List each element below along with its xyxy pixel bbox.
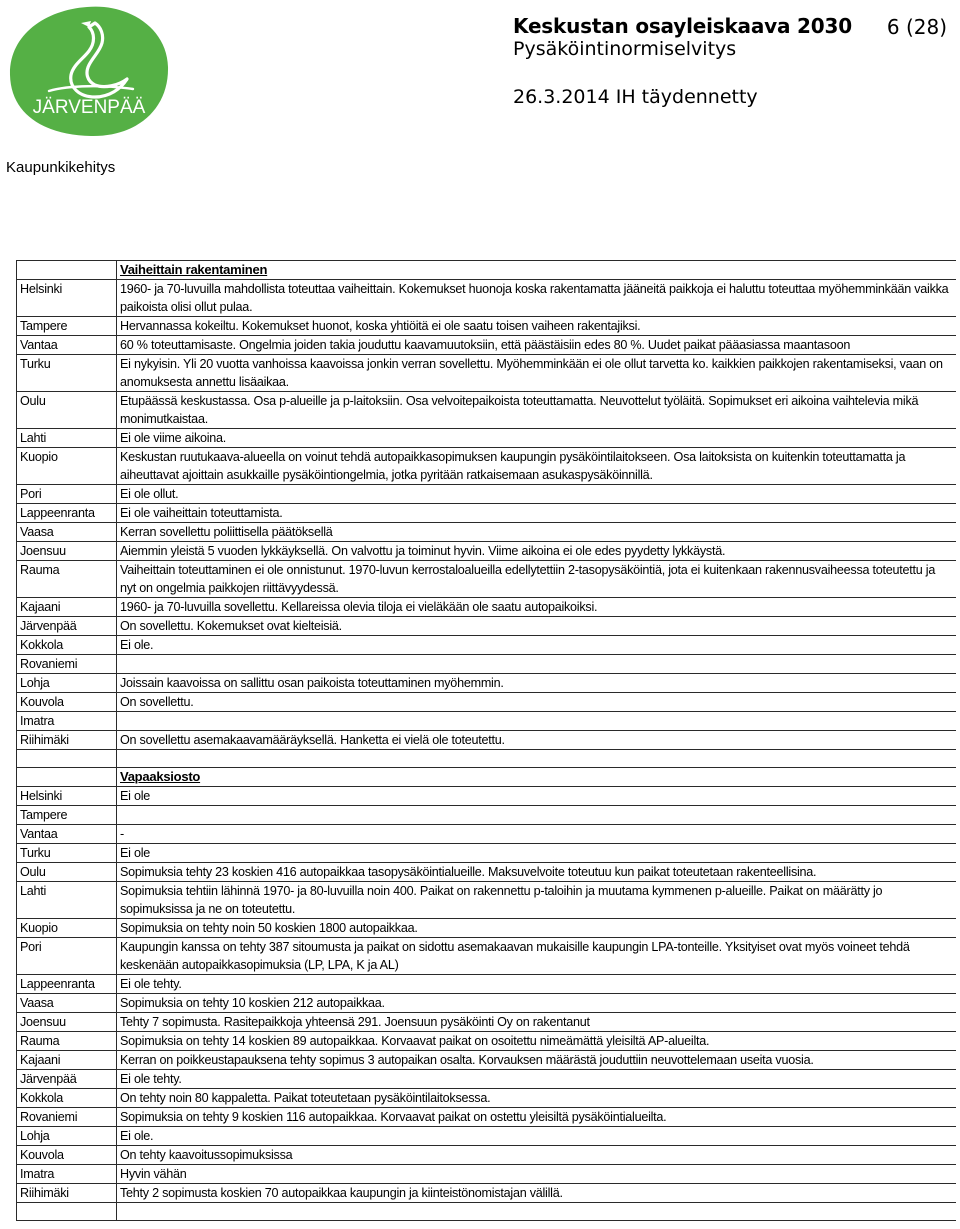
table-row [17, 598, 956, 617]
description-cell: 1960- ja 70-luvuilla mahdollista toteuttaa vaiheittain. Kokemukset huonoja koska rakentamatta jääneitä paikkoja ei haluttu toteuttaa myöhemminkään vaikka paikoista olisi ollut pulaa. [117, 280, 956, 317]
table-row [17, 825, 956, 844]
city-cell: Rovaniemi [17, 655, 117, 674]
city-cell: Helsinki [17, 280, 117, 317]
city-cell: Oulu [17, 863, 117, 882]
description-cell: Tehty 2 sopimusta koskien 70 autopaikkaa kaupungin ja kiinteistönomistajan välillä. [117, 1184, 956, 1203]
city-cell: Lappeenranta [17, 504, 117, 523]
table-row [17, 429, 956, 448]
document-title: Keskustan osayleiskaava 2030 [513, 14, 852, 38]
description-cell: On sovellettu. Kokemukset ovat kielteisiä. [117, 617, 956, 636]
empty-cell [17, 261, 117, 280]
table-row [17, 882, 956, 919]
description-cell: Hervannassa kokeiltu. Kokemukset huonot, koska yhtiöitä ei ole saatu toisen vaiheen rakentajiksi. [117, 317, 956, 336]
section-heading-row [17, 261, 956, 280]
section-heading-row [17, 768, 956, 787]
swan-logo-icon [9, 5, 169, 137]
city-cell: Vantaa [17, 825, 117, 844]
table-row [17, 636, 956, 655]
city-cell: Vaasa [17, 994, 117, 1013]
table-row [17, 1108, 956, 1127]
table-row [17, 1165, 956, 1184]
table-row [17, 1089, 956, 1108]
description-cell: 60 % toteuttamisaste. Ongelmia joiden takia jouduttu kaavamuutoksiin, että päästäisiin edes 80 %. Uudet paikat pääasiassa maantasoon [117, 336, 956, 355]
empty-cell [17, 1203, 117, 1221]
description-cell: Ei ole. [117, 636, 956, 655]
table-row [17, 448, 956, 485]
description-cell: On sovellettu asemakaavamääräyksellä. Hanketta ei vielä ole toteutettu. [117, 731, 956, 750]
city-cell: Riihimäki [17, 1184, 117, 1203]
description-cell: On tehty noin 80 kappaletta. Paikat toteutetaan pysäköintilaitoksessa. [117, 1089, 956, 1108]
description-cell: Sopimuksia on tehty 9 koskien 116 autopaikkaa. Korvaavat paikat on ostettu yleisiltä pysäköintialueilta. [117, 1108, 956, 1127]
table-row [17, 617, 956, 636]
description-cell: Aiemmin yleistä 5 vuoden lykkäyksellä. On valvottu ja toiminut hyvin. Viime aikoina ei ole edes pyydetty lykkäystä. [117, 542, 956, 561]
table-row [17, 1184, 956, 1203]
description-cell [117, 655, 956, 674]
table-row [17, 806, 956, 825]
description-cell: On tehty kaavoitussopimuksissa [117, 1146, 956, 1165]
table-row [17, 731, 956, 750]
description-cell: Ei ole. [117, 1127, 956, 1146]
description-cell: Ei ole [117, 787, 956, 806]
city-cell: Rauma [17, 561, 117, 598]
description-cell: 1960- ja 70-luvuilla sovellettu. Kellareissa olevia tiloja ei vieläkään ole saatu autopaikoiksi. [117, 598, 956, 617]
city-cell: Oulu [17, 392, 117, 429]
table-row [17, 712, 956, 731]
department-label: Kaupunkikehitys [6, 159, 116, 176]
description-cell: Ei ole vaiheittain toteuttamista. [117, 504, 956, 523]
city-cell: Lohja [17, 1127, 117, 1146]
city-cell: Kouvola [17, 1146, 117, 1165]
empty-cell [17, 768, 117, 787]
city-cell: Imatra [17, 1165, 117, 1184]
city-cell: Rovaniemi [17, 1108, 117, 1127]
spacer-row [17, 750, 956, 768]
description-cell: Ei ole [117, 844, 956, 863]
table-row [17, 1013, 956, 1032]
table-row [17, 523, 956, 542]
document-date: 26.3.2014 IH täydennetty [513, 86, 758, 108]
table-row [17, 280, 956, 317]
city-cell: Vaasa [17, 523, 117, 542]
description-cell: Sopimuksia on tehty noin 50 koskien 1800 autopaikkaa. [117, 919, 956, 938]
table-row [17, 1070, 956, 1089]
city-cell: Järvenpää [17, 1070, 117, 1089]
table-row [17, 994, 956, 1013]
city-cell: Kuopio [17, 448, 117, 485]
description-cell: Kaupungin kanssa on tehty 387 sitoumusta ja paikat on sidottu asemakaavan mukaisille kaupungin LPA-tonteille. Yksityiset ovat myös voineet tehdä keskenään autopaikkasopimuksia (LP, LPA, K ja AL) [117, 938, 956, 975]
description-cell [117, 712, 956, 731]
page-number: 6 (28) [886, 15, 947, 39]
city-cell: Rauma [17, 1032, 117, 1051]
city-cell: Imatra [17, 712, 117, 731]
table-row [17, 1127, 956, 1146]
table-row [17, 655, 956, 674]
table-row [17, 355, 956, 392]
table-row [17, 863, 956, 882]
description-cell: Sopimuksia tehtiin lähinnä 1970- ja 80-luvuilla noin 400. Paikat on rakennettu p-taloihin ja muutama kymmenen p-alueille. Paikat on määrätty jo sopimuksissa ja ne on toteutettu. [117, 882, 956, 919]
city-cell: Joensuu [17, 542, 117, 561]
city-cell: Tampere [17, 317, 117, 336]
city-cell: Järvenpää [17, 617, 117, 636]
description-cell: Vaiheittain toteuttaminen ei ole onnistunut. 1970-luvun kerrostaloalueilla edellytettiin 2-tasopysäköintiä, jota ei kuitenkaan rakennusvaiheessa toteutettu ja nyt on ongelmia paikkojen riittävyydessä. [117, 561, 956, 598]
city-cell: Turku [17, 844, 117, 863]
table-row [17, 938, 956, 975]
city-cell: Tampere [17, 806, 117, 825]
description-cell: - [117, 825, 956, 844]
table-row [17, 542, 956, 561]
jarvenpaa-logo [9, 5, 169, 137]
city-cell: Riihimäki [17, 731, 117, 750]
description-cell: Ei ole tehty. [117, 1070, 956, 1089]
table-row [17, 485, 956, 504]
city-cell: Kokkola [17, 1089, 117, 1108]
city-cell: Kajaani [17, 1051, 117, 1070]
logo-text: JÄRVENPÄÄ [32, 97, 146, 118]
table-row [17, 787, 956, 806]
description-cell: Keskustan ruutukaava-alueella on voinut tehdä autopaikkasopimuksen kaupungin pysäköintilaitokseen. Osa laitoksista on kuitenkin toteuttamatta ja aiheuttavat ajoittain asukkaille pysäköintiongelmia, jotka pyritään ratkaisemaan asukaspysäköinnillä. [117, 448, 956, 485]
section-heading: Vaiheittain rakentaminen [117, 261, 956, 280]
description-cell: Tehty 7 sopimusta. Rasitepaikkoja yhteensä 291. Joensuun pysäköinti Oy on rakentanut [117, 1013, 956, 1032]
description-cell: Sopimuksia on tehty 14 koskien 89 autopaikkaa. Korvaavat paikat on osoitettu nimeämättä yleisiltä AP-alueilta. [117, 1032, 956, 1051]
table-row [17, 975, 956, 994]
table-row [17, 674, 956, 693]
description-cell: Sopimuksia tehty 23 koskien 416 autopaikkaa tasopysäköintialueille. Maksuvelvoite toteutuu kun paikat toteutetaan rakenteellisina. [117, 863, 956, 882]
description-cell: Joissain kaavoissa on sallittu osan paikoista toteuttaminen myöhemmin. [117, 674, 956, 693]
city-cell: Joensuu [17, 1013, 117, 1032]
table-row [17, 1032, 956, 1051]
section-heading: Vapaaksiosto [117, 768, 956, 787]
city-cell: Kokkola [17, 636, 117, 655]
description-cell: Ei ole viime aikoina. [117, 429, 956, 448]
table-row [17, 504, 956, 523]
description-cell: Etupäässä keskustassa. Osa p-alueille ja p-laitoksiin. Osa velvoitepaikoista toteuttamatta. Neuvottelut työläitä. Sopimukset eri aikoina vaihtelevia mikä monimutkaistaa. [117, 392, 956, 429]
survey-table [16, 260, 956, 1221]
description-cell: Ei nykyisin. Yli 20 vuotta vanhoissa kaavoissa jonkin verran sovellettu. Myöhemminkään ei ole ollut tarvetta ko. kaikkien paikkojen rakentamiseksi, vaan on anomuksesta annettu lisäaikaa. [117, 355, 956, 392]
city-cell: Lohja [17, 674, 117, 693]
description-cell: Sopimuksia on tehty 10 koskien 212 autopaikkaa. [117, 994, 956, 1013]
description-cell: On sovellettu. [117, 693, 956, 712]
description-cell [117, 806, 956, 825]
table-row [17, 392, 956, 429]
description-cell: Hyvin vähän [117, 1165, 956, 1184]
city-cell: Kajaani [17, 598, 117, 617]
table-row [17, 844, 956, 863]
table-row [17, 561, 956, 598]
empty-cell [117, 1203, 956, 1221]
empty-cell [117, 750, 956, 768]
table-row [17, 693, 956, 712]
description-cell: Ei ole tehty. [117, 975, 956, 994]
city-cell: Vantaa [17, 336, 117, 355]
city-cell: Kouvola [17, 693, 117, 712]
description-cell: Ei ole ollut. [117, 485, 956, 504]
table-row [17, 317, 956, 336]
table-row [17, 1146, 956, 1165]
spacer-row [17, 1203, 956, 1221]
city-cell: Kuopio [17, 919, 117, 938]
document-subtitle: Pysäköintinormiselvitys [513, 38, 737, 60]
city-cell: Lahti [17, 882, 117, 919]
city-cell: Pori [17, 938, 117, 975]
table-row [17, 1051, 956, 1070]
city-cell: Turku [17, 355, 117, 392]
table-row [17, 919, 956, 938]
empty-cell [17, 750, 117, 768]
description-cell: Kerran on poikkeustapauksena tehty sopimus 3 autopaikan osalta. Korvauksen määrästä jouduttiin neuvottelemaan useita vuosia. [117, 1051, 956, 1070]
city-cell: Helsinki [17, 787, 117, 806]
city-cell: Lappeenranta [17, 975, 117, 994]
city-cell: Pori [17, 485, 117, 504]
description-cell: Kerran sovellettu poliittisella päätöksellä [117, 523, 956, 542]
table-row [17, 336, 956, 355]
city-cell: Lahti [17, 429, 117, 448]
